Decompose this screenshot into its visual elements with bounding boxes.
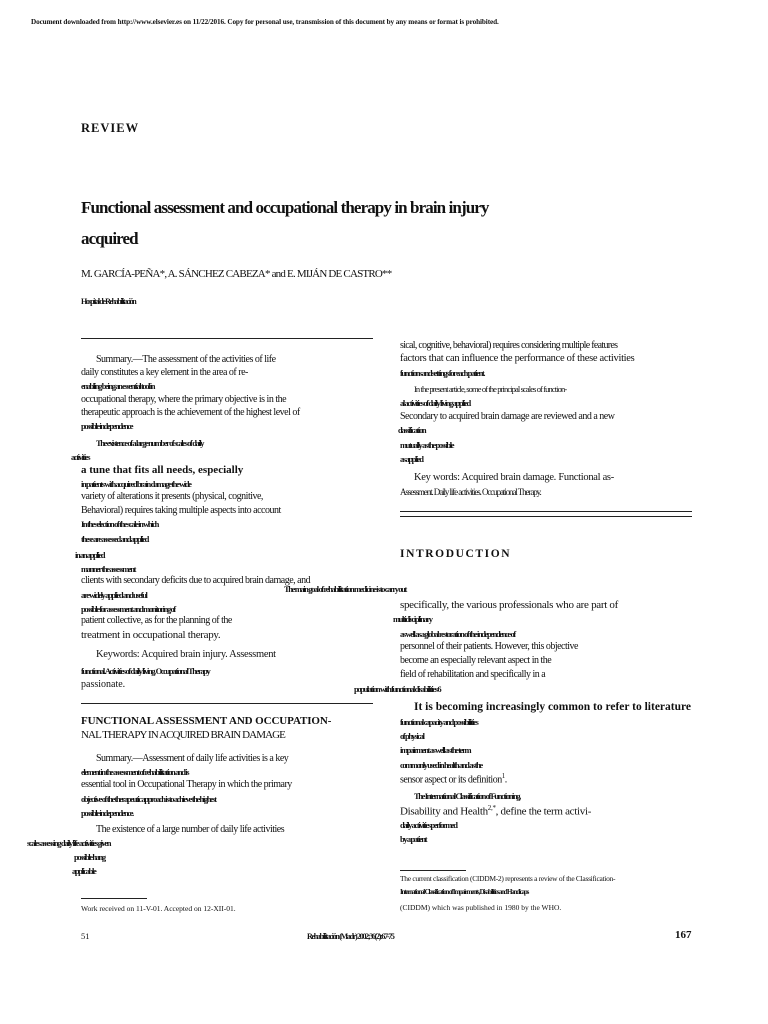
summary2-line: essential tool in Occupational Therapy in which the primary xyxy=(81,779,292,790)
right-page-number: 167 xyxy=(675,929,692,941)
summary-line: these are assessed and applied xyxy=(81,534,148,544)
summary-line: in an applied xyxy=(75,550,105,560)
intro-line: specifically, the various professionals who are part of xyxy=(400,599,618,611)
summary-line: Behavioral) requires taking multiple aspects into account xyxy=(81,505,281,516)
footnote-line: (CIDDM) which was published in 1980 by the WHO. xyxy=(400,903,562,912)
summary-line: a tune that fits all needs, especially xyxy=(81,464,244,476)
keywords: Keywords: Acquired brain injury. Assessment xyxy=(96,649,276,660)
intro-line: functional capacity and possibilities xyxy=(400,717,478,727)
intro-line: The International Classification of Functioning, xyxy=(414,791,520,801)
summary-line: In the selection of the scale in which xyxy=(81,519,158,529)
footnote-line: The current classification (CIDDM-2) represents a review of the Classification- xyxy=(400,874,616,883)
right-line: factors that can influence the performance of these activities xyxy=(400,353,635,364)
intro-line: by a patient xyxy=(400,834,427,844)
keywords-end: passionate. xyxy=(81,679,126,690)
section2-heading-line-2: NAL THERAPY IN ACQUIRED BRAIN DAMAGE xyxy=(81,729,285,741)
summary-line: therapeutic approach is the achievement of the highest level of xyxy=(81,407,300,418)
summary2-line: Summary.—Assessment of daily life activities is a key xyxy=(96,753,289,764)
left-top-rule xyxy=(81,338,373,339)
summary-line: are widely applied and useful xyxy=(81,590,147,600)
intro-line: impairment as well as the term xyxy=(400,745,471,755)
right-line: Secondary to acquired brain damage are reviewed and a new xyxy=(400,411,615,422)
right-line: mutually as the possible xyxy=(400,440,454,450)
intro-line: field of rehabilitation and specifically in a xyxy=(400,669,546,680)
summary-line: manner the assessment xyxy=(81,564,136,574)
right-line: classification xyxy=(398,425,426,435)
intro-line: population with functional disabilities 6 xyxy=(354,684,441,694)
intro-line: commonly used in health and as the xyxy=(400,760,482,770)
right-line: as applied xyxy=(400,454,423,464)
intro-line: of physical xyxy=(400,731,424,741)
summary-line: in patients with acquired brain damage the wide xyxy=(81,479,191,489)
left-mid-rule xyxy=(81,703,373,704)
summary2-line: possible independence. xyxy=(81,808,133,818)
summary-line: The existence of a large number of scales of daily xyxy=(96,438,204,448)
summary-line: possible for assessment and monitoring of xyxy=(81,604,175,614)
intro-line-text: sensor aspect or its definition xyxy=(400,774,502,786)
summary2-line: element in the assessment of rehabilitation and is xyxy=(81,767,189,777)
summary-line: daily constitutes a key element in the area of re- xyxy=(81,367,248,378)
intro-line: The main goal of rehabilitation medicine is to carry out xyxy=(284,584,406,594)
summary-line: occupational therapy, where the primary objective is in the xyxy=(81,394,287,405)
right-keywords: Key words: Acquired brain damage. Functional as- xyxy=(414,472,614,483)
intro-line: Disability and Health$^{2,*}$, define the term activi- xyxy=(400,804,592,818)
icf-title: Disability and Health xyxy=(400,805,488,818)
summary2-line: scales assessing daily life activities given xyxy=(27,838,111,848)
icf-define: , define the term activi- xyxy=(495,805,592,818)
right-footnote-rule xyxy=(400,870,466,871)
summary-line: variety of alterations it presents (physical, cognitive, xyxy=(81,491,263,502)
summary-line: possible independence xyxy=(81,421,133,431)
summary-line: activities xyxy=(71,452,90,462)
right-line: functions and settings for each patient. xyxy=(400,368,485,378)
intro-line: as well as a global restoration of the independence of xyxy=(400,629,515,639)
right-line: sical, cognitive, behavioral) requires considering multiple features xyxy=(400,340,618,351)
left-page-number: 51 xyxy=(81,931,90,941)
summary-line: enabling being an essential tool in xyxy=(81,381,155,391)
summary-line: Summary.—The assessment of the activities of life xyxy=(96,354,276,365)
right-line: In the present article, some of the principal scales of function- xyxy=(414,384,567,394)
intro-line: multidisciplinary xyxy=(393,614,432,624)
article-title-line-2: acquired xyxy=(81,229,138,248)
download-notice: Document downloaded from http://www.elsevier.es on 11/22/2016. Copy for personal use, transmission of this document by any means or format is prohibited. xyxy=(31,18,499,26)
left-footnote-rule xyxy=(81,898,147,899)
intro-line: daily activities performed xyxy=(400,820,457,830)
affiliation: Hospital de Rehabilitación xyxy=(81,297,136,306)
summary2-line: The existence of a large number of daily life activities xyxy=(96,824,285,835)
article-title-line-1: Functional assessment and occupational therapy in brain injury xyxy=(81,198,489,217)
summary-line: patient collective, as for the planning of the xyxy=(81,615,232,626)
footnote-line: International Classification of Impairments, Disabilities and Handicaps xyxy=(400,888,529,896)
right-keywords-continued: Assessment. Daily life activities. Occupational Therapy. xyxy=(400,487,541,497)
summary2-line: possible hang xyxy=(74,852,105,862)
right-top-rule-2 xyxy=(400,516,692,517)
journal-citation: Rehabilitación (Madr) 2002;36(2):67-75 xyxy=(307,932,394,941)
keywords-continued: functional. Activities of daily living. Occupational Therapy xyxy=(81,666,210,676)
introduction-heading: INTRODUCTION xyxy=(400,548,512,560)
right-top-rule xyxy=(400,511,692,512)
summary-line: treatment in occupational therapy. xyxy=(81,629,221,641)
authors: M. GARCÍA-PEÑA*, A. SÁNCHEZ CABEZA* and E. MIJÁN DE CASTRO** xyxy=(81,268,392,280)
section2-heading-line-1: FUNCTIONAL ASSESSMENT AND OCCUPATION- xyxy=(81,715,332,727)
intro-line: sensor aspect or its definition$^1$. xyxy=(400,772,507,786)
received-note: Work received on 11-V-01. Accepted on 12-XII-01. xyxy=(81,904,236,913)
summary2-line: objective of the therapeutic approach is to achieve the highest xyxy=(81,794,216,804)
right-line: al activities of daily living applied xyxy=(400,398,470,408)
intro-line: personnel of their patients. However, this objective xyxy=(400,641,578,652)
summary-line: clients with secondary deficits due to acquired brain damage, and xyxy=(81,575,311,586)
section-label: REVIEW xyxy=(81,121,140,135)
intro-line: become an especially relevant aspect in the xyxy=(400,655,552,666)
intro-line: It is becoming increasingly common to refer to literature xyxy=(414,701,692,713)
summary2-line: applicable xyxy=(72,866,96,876)
